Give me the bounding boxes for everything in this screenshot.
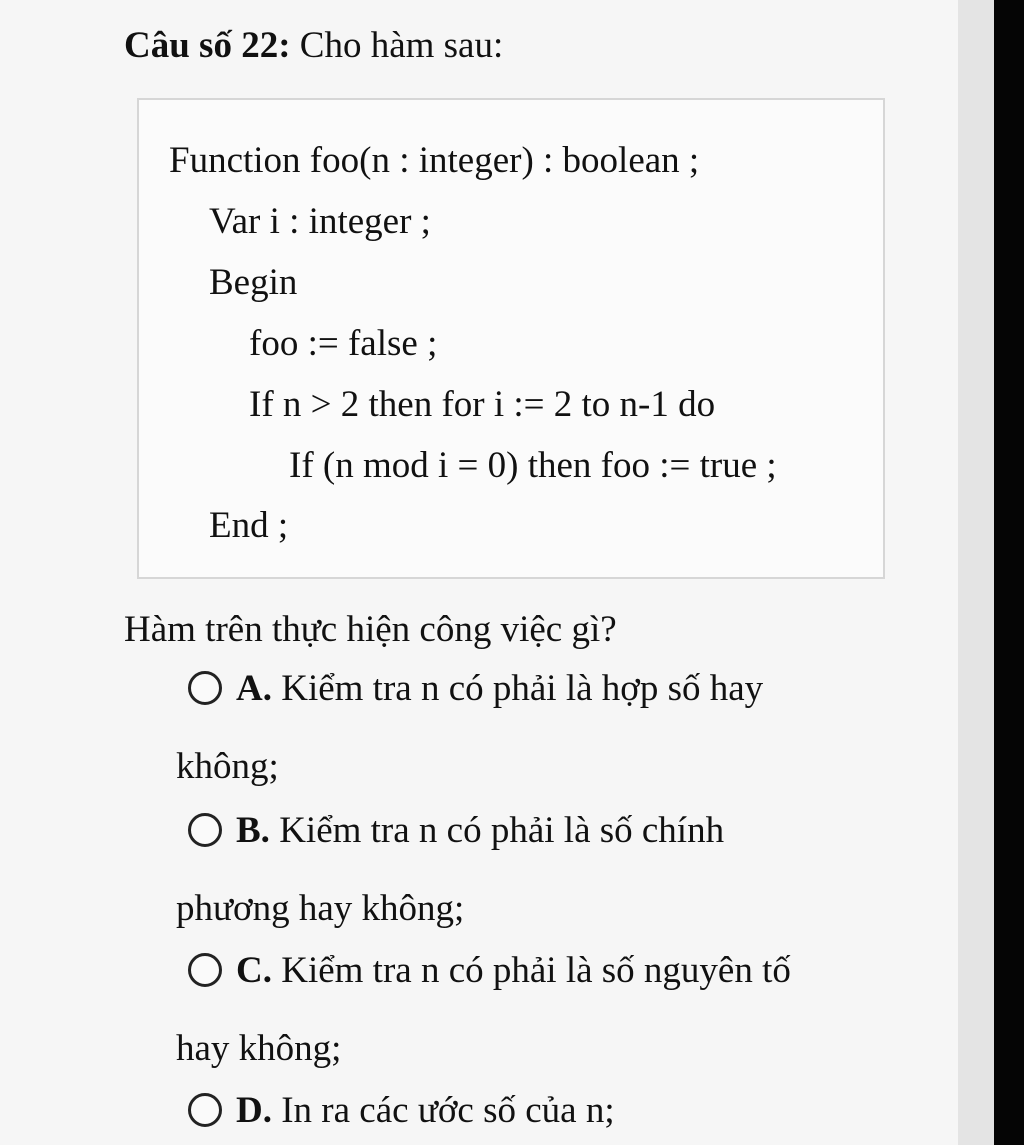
option-d-letter: D.	[236, 1089, 272, 1131]
option-a-label: Kiểm tra n có phải là hợp số hay	[281, 667, 764, 709]
option-b-letter: B.	[236, 809, 270, 851]
code-line-assign: foo := false ;	[249, 323, 438, 364]
option-c-letter: C.	[236, 949, 272, 991]
code-line-if: If (n mod i = 0) then foo := true ;	[289, 445, 777, 486]
code-line-function: Function foo(n : integer) : boolean ;	[169, 140, 700, 181]
page-gutter	[958, 0, 994, 1145]
option-b-label: Kiểm tra n có phải là số chính	[279, 809, 725, 851]
option-d-label: In ra các ước số của n;	[281, 1089, 615, 1131]
code-line-for: If n > 2 then for i := 2 to n-1 do	[249, 384, 716, 425]
question-title	[124, 24, 503, 67]
radio-button-c[interactable]	[188, 953, 222, 987]
option-b[interactable]	[188, 808, 724, 852]
question-prompt: Cho hàm sau:	[299, 25, 504, 66]
code-line-begin: Begin	[209, 262, 298, 303]
code-line-var: Var i : integer ;	[209, 201, 431, 242]
radio-button-a[interactable]	[188, 671, 222, 705]
option-d[interactable]	[188, 1088, 615, 1132]
option-c[interactable]	[188, 948, 791, 992]
option-a-text	[236, 667, 763, 710]
code-line-end: End ;	[209, 505, 289, 546]
question-ask: Hàm trên thực hiện công việc gì?	[124, 609, 617, 650]
radio-button-b[interactable]	[188, 813, 222, 847]
question-number: Câu số 22:	[124, 25, 291, 66]
code-block	[137, 98, 885, 579]
option-c-text	[236, 949, 791, 992]
option-b-continuation: phương hay không;	[176, 888, 465, 929]
radio-button-d[interactable]	[188, 1093, 222, 1127]
option-a-continuation: không;	[176, 746, 279, 787]
option-c-label: Kiểm tra n có phải là số nguyên tố	[281, 949, 791, 991]
screen-edge	[994, 0, 1024, 1145]
option-a[interactable]	[188, 666, 763, 710]
option-c-continuation: hay không;	[176, 1028, 342, 1069]
option-b-text	[236, 809, 724, 852]
option-a-letter: A.	[236, 667, 272, 709]
option-d-text	[236, 1089, 615, 1132]
